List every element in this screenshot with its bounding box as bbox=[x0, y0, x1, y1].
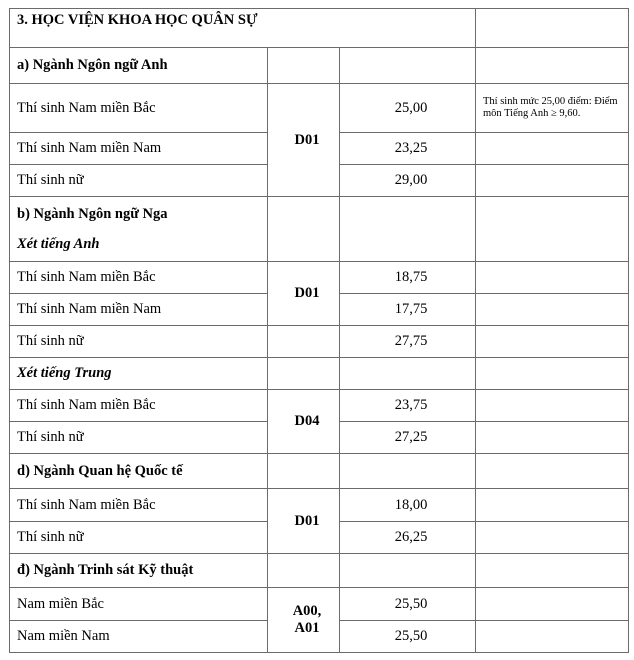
table-row bbox=[10, 326, 629, 358]
score-value: 25,50 bbox=[340, 588, 476, 621]
subject-combination-code: D01 bbox=[268, 262, 340, 326]
table-row bbox=[10, 9, 629, 48]
empty-cell bbox=[476, 197, 629, 262]
row-label: Nam miền Bắc bbox=[10, 588, 268, 621]
row-label: Thí sinh Nam miền Nam bbox=[10, 294, 268, 326]
score-value: 27,25 bbox=[340, 422, 476, 454]
subject-combination-code: D01 bbox=[268, 84, 340, 197]
section-subtitle: Xét tiếng Trung bbox=[10, 358, 268, 390]
row-label: Thí sinh Nam miền Nam bbox=[10, 133, 268, 165]
empty-cell bbox=[476, 133, 629, 165]
section-title: a) Ngành Ngôn ngữ Anh bbox=[10, 48, 268, 84]
subject-combination-code: D01 bbox=[268, 489, 340, 554]
section-header-row bbox=[10, 554, 629, 588]
empty-cell bbox=[340, 358, 476, 390]
empty-cell bbox=[476, 588, 629, 621]
empty-cell bbox=[268, 554, 340, 588]
section-header-row bbox=[10, 197, 629, 262]
score-value: 17,75 bbox=[340, 294, 476, 326]
score-value: 25,00 bbox=[340, 84, 476, 133]
empty-cell bbox=[340, 554, 476, 588]
row-label: Thí sinh nữ bbox=[10, 422, 268, 454]
section-header-row bbox=[10, 358, 629, 390]
empty-cell bbox=[476, 522, 629, 554]
row-label: Thí sinh Nam miền Bắc bbox=[10, 84, 268, 133]
empty-cell bbox=[476, 390, 629, 422]
code-line: A01 bbox=[294, 620, 320, 636]
table-row bbox=[10, 489, 629, 522]
empty-cell bbox=[340, 48, 476, 84]
empty-cell bbox=[476, 358, 629, 390]
section-title: d) Ngành Quan hệ Quốc tế bbox=[10, 454, 268, 489]
empty-cell bbox=[340, 197, 476, 262]
score-value: 23,25 bbox=[340, 133, 476, 165]
section-subtitle: Xét tiếng Anh bbox=[17, 236, 100, 252]
empty-cell bbox=[268, 358, 340, 390]
section-header-row bbox=[10, 454, 629, 489]
empty-cell bbox=[476, 326, 629, 358]
empty-cell bbox=[476, 554, 629, 588]
admission-score-table bbox=[9, 8, 629, 653]
empty-cell bbox=[476, 294, 629, 326]
row-label: Nam miền Nam bbox=[10, 621, 268, 653]
empty-cell bbox=[268, 326, 340, 358]
score-value: 29,00 bbox=[340, 165, 476, 197]
empty-cell bbox=[268, 197, 340, 262]
empty-cell bbox=[476, 165, 629, 197]
score-value: 23,75 bbox=[340, 390, 476, 422]
section-title: b) Ngành Ngôn ngữ Nga bbox=[17, 206, 168, 222]
row-label: Thí sinh nữ bbox=[10, 326, 268, 358]
table-row bbox=[10, 588, 629, 621]
score-value: 18,00 bbox=[340, 489, 476, 522]
subject-combination-code bbox=[268, 588, 340, 653]
row-label: Thí sinh Nam miền Bắc bbox=[10, 262, 268, 294]
row-label: Thí sinh Nam miền Bắc bbox=[10, 390, 268, 422]
empty-cell bbox=[476, 621, 629, 653]
score-value: 25,50 bbox=[340, 621, 476, 653]
empty-cell bbox=[476, 48, 629, 84]
score-note: Thí sinh mức 25,00 điểm: Điểm môn Tiếng Anh ≥ 9,60. bbox=[476, 84, 629, 133]
row-label: Thí sinh nữ bbox=[10, 165, 268, 197]
institution-heading: 3. HỌC VIỆN KHOA HỌC QUÂN SỰ bbox=[10, 9, 476, 48]
score-value: 27,75 bbox=[340, 326, 476, 358]
empty-cell bbox=[268, 48, 340, 84]
empty-cell bbox=[340, 454, 476, 489]
subject-combination-code: D04 bbox=[268, 390, 340, 454]
empty-cell bbox=[476, 422, 629, 454]
score-value: 26,25 bbox=[340, 522, 476, 554]
score-value: 18,75 bbox=[340, 262, 476, 294]
row-label: Thí sinh nữ bbox=[10, 522, 268, 554]
table-row bbox=[10, 262, 629, 294]
code-line: A00, bbox=[292, 603, 322, 620]
empty-cell bbox=[476, 489, 629, 522]
section-title: đ) Ngành Trinh sát Kỹ thuật bbox=[10, 554, 268, 588]
section-header-row bbox=[10, 48, 629, 84]
empty-cell bbox=[476, 9, 629, 48]
row-label: Thí sinh Nam miền Bắc bbox=[10, 489, 268, 522]
table-row bbox=[10, 84, 629, 133]
table-row bbox=[10, 390, 629, 422]
empty-cell bbox=[476, 262, 629, 294]
empty-cell bbox=[268, 454, 340, 489]
empty-cell bbox=[476, 454, 629, 489]
